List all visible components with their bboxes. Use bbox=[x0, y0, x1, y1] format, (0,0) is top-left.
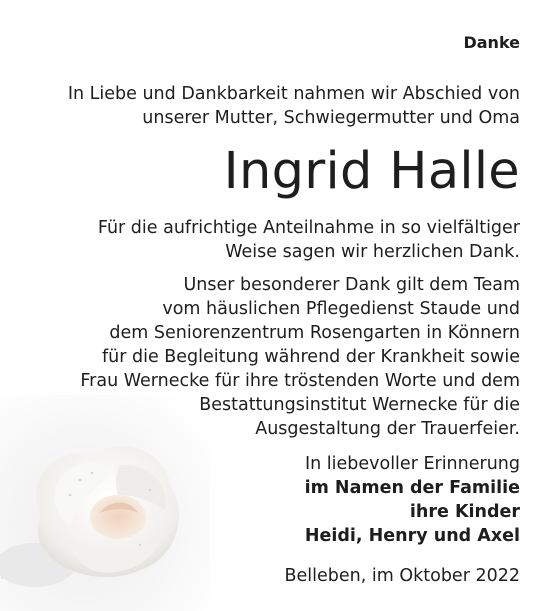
special-line: Unser besonderer Dank gilt dem Team bbox=[183, 275, 520, 295]
closing-signature bbox=[220, 452, 520, 548]
special-line: dem Seniorenzentrum Rosengarten in Könnern bbox=[109, 323, 520, 343]
thanks-line: Für die aufrichtige Anteilnahme in so vielfältiger bbox=[97, 218, 520, 238]
special-line: Frau Wernecke für ihre tröstenden Worte und dem bbox=[80, 371, 520, 391]
special-line: Ausgestaltung der Trauerfeier. bbox=[255, 419, 520, 439]
closing-line: im Namen der Familie bbox=[304, 478, 520, 498]
intro-text bbox=[40, 82, 520, 130]
deceased-name: Ingrid Halle bbox=[223, 142, 520, 201]
closing-line: ihre Kinder bbox=[409, 502, 520, 522]
intro-line: unserer Mutter, Schwiegermutter und Oma bbox=[142, 108, 520, 128]
special-line: Bestattungsinstitut Wernecke für die bbox=[199, 395, 520, 415]
special-line: für die Begleitung während der Krankheit sowie bbox=[101, 347, 520, 367]
thanks-text bbox=[40, 216, 520, 264]
special-line: vom häuslichen Pflegedienst Staude und bbox=[162, 299, 520, 319]
family-names: Heidi, Henry und Axel bbox=[304, 526, 520, 546]
thanks-line: Weise sagen wir herzlichen Dank. bbox=[225, 242, 520, 262]
intro-line: In Liebe und Dankbarkeit nahmen wir Abschied von bbox=[67, 84, 520, 104]
closing-line: In liebevoller Erinnerung bbox=[304, 454, 520, 474]
place-date: Belleben, im Oktober 2022 bbox=[284, 566, 520, 586]
notice-heading: Danke bbox=[463, 33, 520, 52]
special-thanks-text bbox=[40, 273, 520, 441]
